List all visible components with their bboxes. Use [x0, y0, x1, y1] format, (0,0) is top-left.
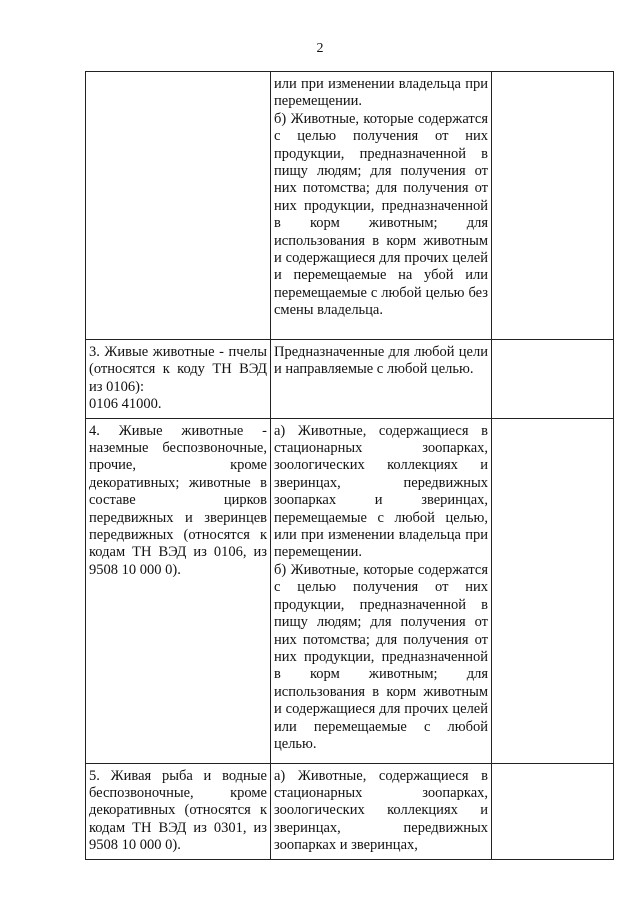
- page-number: 2: [316, 41, 324, 56]
- conditions-paragraph: а) Животные, содержащиеся в стационарных зоопарках, зоологических коллекциях и зверинцах, передвижных зоопарках и зверинцах,: [274, 767, 488, 854]
- description-paragraph: 3. Живые животные - пчелы (относятся к коду ТН ВЭД из 0106):: [89, 344, 267, 395]
- table-cell-description: [86, 340, 271, 419]
- conditions-paragraph: Предназначенные для любой цели и направляемые с любой целью.: [274, 344, 488, 378]
- table-cell-conditions: [271, 763, 492, 859]
- table-cell-description: [86, 763, 271, 859]
- table-cell-conditions: [271, 418, 492, 763]
- conditions-paragraph: или при изменении владельца при перемещении.: [274, 76, 488, 110]
- table-row: [86, 763, 614, 859]
- table-cell-conditions: [271, 340, 492, 419]
- table-row: [86, 418, 614, 763]
- conditions-paragraph: б) Животные, которые содержатся с целью получения от них продукции, предназначенной в пищу людям; для получения от них потомства; для получения от них продукции, предназначенной в корм животным; для использования в корм животным и содержащиеся для прочих целей или перемещаемые с любой целью.: [274, 561, 488, 752]
- description-paragraph: 0106 41000.: [89, 396, 162, 413]
- table-cell-notes: [492, 72, 614, 340]
- table-cell-notes: [492, 340, 614, 419]
- table-row: [86, 340, 614, 419]
- table-row: [86, 72, 614, 340]
- document-table: [85, 71, 614, 860]
- conditions-paragraph: б) Животные, которые содержатся с целью получения от них продукции, предназначенной в пищу людям; для получения от них потомства; для получения от них продукции, предназначенной в корм животным; для использования в корм животным и содержащиеся для прочих целей и перемещаемые на убой или перемещаемые с любой целью без смены владельца.: [274, 110, 488, 319]
- table-cell-description: [86, 418, 271, 763]
- table-cell-conditions: [271, 72, 492, 340]
- table-cell-description: [86, 72, 271, 340]
- description-paragraph: 5. Живая рыба и водные беспозвоночные, кроме декоративных (относятся к кодам ТН ВЭД из 0301, из 9508 10 000 0).: [89, 767, 267, 854]
- table-cell-notes: [492, 763, 614, 859]
- conditions-paragraph: а) Животные, содержащиеся в стационарных зоопарках, зоологических коллекциях и зверинцах, передвижных зоопарках и зверинцах, перемещаемые с любой целью, или при изменении владельца при перемещении.: [274, 422, 488, 561]
- description-paragraph: 4. Живые животные - наземные беспозвоночные, прочие, кроме декоративных; животные в составе цирков передвижных и зверинцев передвижных (относятся к кодам ТН ВЭД из 0106, из 9508 10 000 0).: [89, 422, 267, 578]
- table-cell-notes: [492, 418, 614, 763]
